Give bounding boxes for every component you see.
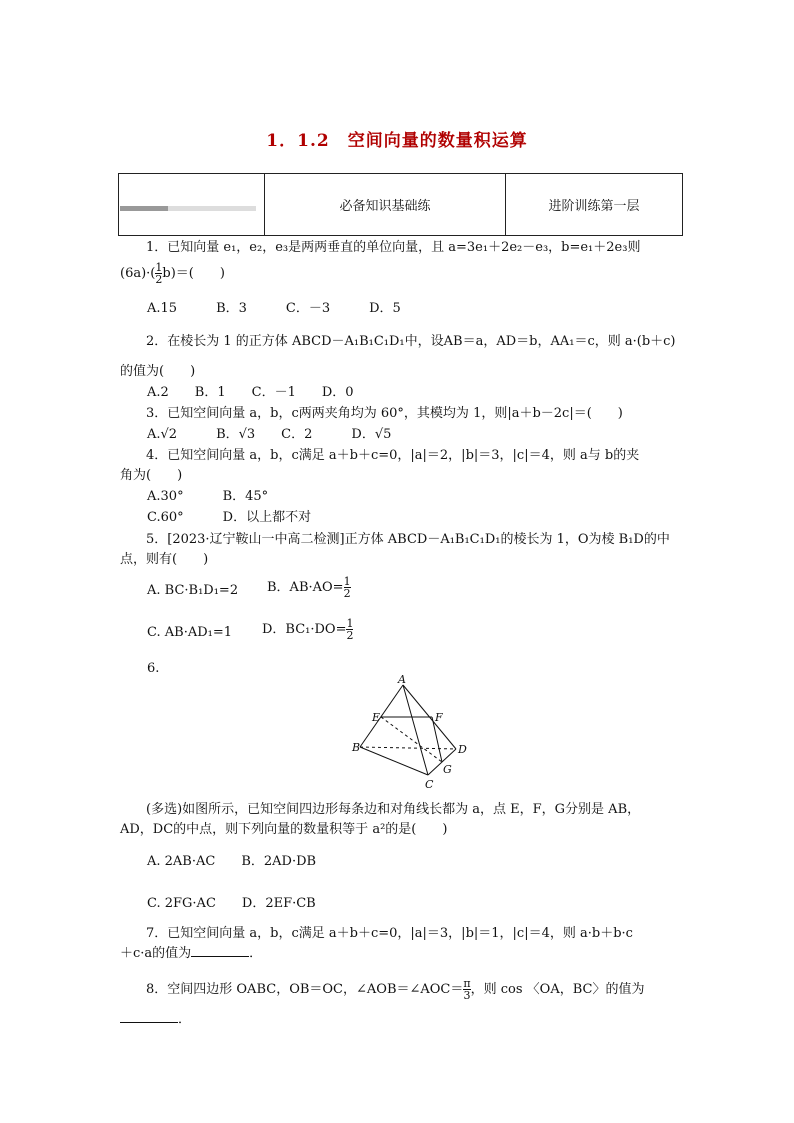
q6-options-cd: C. 2FG·AC D．2EF·CB (147, 896, 316, 911)
q7-answer-blank[interactable] (191, 944, 249, 957)
q8-answer-line: ． (120, 1010, 680, 1030)
label-a: A (398, 675, 406, 686)
q3-options: A.√2 B．√3 C．2 D．√5 (147, 427, 392, 442)
q2-options: A.2 B．1 C．－1 D．0 (147, 385, 354, 400)
page-title: 1．1.2 空间向量的数量积运算 (266, 131, 528, 151)
q8-stem-text-b: ，则 cos 〈OA，BC〉的值为 (470, 982, 645, 997)
q5-option-b-fraction (344, 576, 351, 599)
header-advanced-practice: 进阶训练第一层 (506, 174, 683, 236)
q1-frac-num: 1 (155, 261, 163, 274)
q5-d-num: 1 (346, 617, 354, 630)
q2-stem: 2．在棱长为 1 的正方体 ABCD－A₁B₁C₁D₁中，设AB＝a，AD＝b，AA₁＝c，则 a·(b＋c) (146, 334, 676, 349)
label-g: G (443, 763, 452, 776)
q2-stem-2: 的值为( ) (120, 364, 196, 379)
label-b: B (352, 741, 361, 754)
q7-stem-2: ＋c·a的值为 ． (120, 946, 263, 961)
q7-stem: 7．已知空间向量 a，b，c满足 a＋b＋c=0，|a|＝3，|b|＝1，|c|＝4，则 a·b＋b·c (146, 926, 633, 941)
q7-stem-2-text: ＋c·a的值为 (120, 946, 192, 961)
progress-bar-fill (120, 206, 168, 211)
q5-stem-2: 点，则有( ) (120, 552, 209, 567)
label-e: E (372, 711, 381, 724)
edge-bd-hidden (360, 747, 456, 749)
q4-options-cd: C.60° D．以上都不对 (147, 510, 312, 525)
edge-ab (360, 685, 403, 747)
q1-stem: 1．已知向量 e₁，e₂，e₃是两两垂直的单位向量，且 a=3e₁＋2e₂－e₃，b=e₁＋2e₃则 (146, 240, 641, 255)
q4-stem-2: 角为( ) (120, 468, 183, 483)
q5-stem: 5．[2023·辽宁鞍山一中高二检测]正方体 ABCD－A₁B₁C₁D₁的棱长为 1，O为棱 B₁D的中 (146, 532, 670, 547)
q5-d-den: 2 (346, 629, 354, 642)
segment-eg-hidden (381, 717, 442, 762)
q8-answer-blank[interactable] (120, 1010, 178, 1023)
q5-b-den: 2 (343, 587, 351, 600)
q5-option-d-text: D．BC₁·DO= (262, 622, 347, 637)
q5-option-b-text: B．AB·AO= (267, 580, 344, 595)
q4-stem: 4．已知空间向量 a，b，c满足 a＋b＋c=0，|a|＝2，|b|＝3，|c|＝4，则 a与 b的夹 (146, 448, 640, 463)
q1-expr-b: b)＝( ) (162, 266, 225, 281)
q5-b-num: 1 (343, 575, 351, 588)
label-f: F (435, 711, 443, 724)
q5-option-a: A. BC·B₁D₁=2 (147, 583, 239, 598)
header-basic-practice: 必备知识基础练 (265, 174, 506, 236)
q8-pi-over-3 (463, 978, 470, 1001)
q1-stem-2 (120, 262, 680, 285)
q6-stem: (多选)如图所示，已知空间四边形每条边和对角线长都为 a，点 E，F，G分别是 AB， (146, 802, 641, 817)
label-c: C (425, 778, 434, 791)
section-header-table (118, 173, 683, 236)
q1-options: A.15 B．3 C．－3 D．5 (147, 301, 401, 316)
label-d: D (458, 743, 467, 756)
progress-bar (120, 206, 256, 211)
q6-options-ab: A. 2AB·AC B．2AD·DB (147, 854, 317, 869)
q5-option-d-fraction (346, 618, 353, 641)
q8-frac-num: π (463, 977, 471, 990)
tetrahedron-figure (340, 675, 480, 795)
q8-stem (120, 978, 706, 1001)
q4-options-ab: A.30° B．45° (147, 489, 269, 504)
q5-option-b (267, 576, 351, 599)
q5-option-d (262, 618, 353, 641)
edge-ac (403, 685, 428, 775)
edge-bc (360, 747, 428, 775)
progress-cell (119, 174, 265, 236)
q1-frac-den: 2 (155, 273, 163, 286)
q3-stem: 3．已知空间向量 a，b，c两两夹角均为 60°，其模均为 1，则|a＋b－2c|＝( ) (146, 406, 623, 421)
q1-expr-a: (6a)·( (120, 266, 156, 281)
q6-stem-2: AD，DC的中点，则下列向量的数量积等于 a²的是( ) (120, 822, 448, 837)
q8-stem-text-a: 8．空间四边形 OABC，OB＝OC，∠AOB＝∠AOC＝ (146, 982, 464, 997)
q8-frac-den: 3 (463, 989, 471, 1002)
q5-option-c: C. AB·AD₁=1 (147, 625, 233, 640)
q6-number: 6. (147, 661, 160, 676)
